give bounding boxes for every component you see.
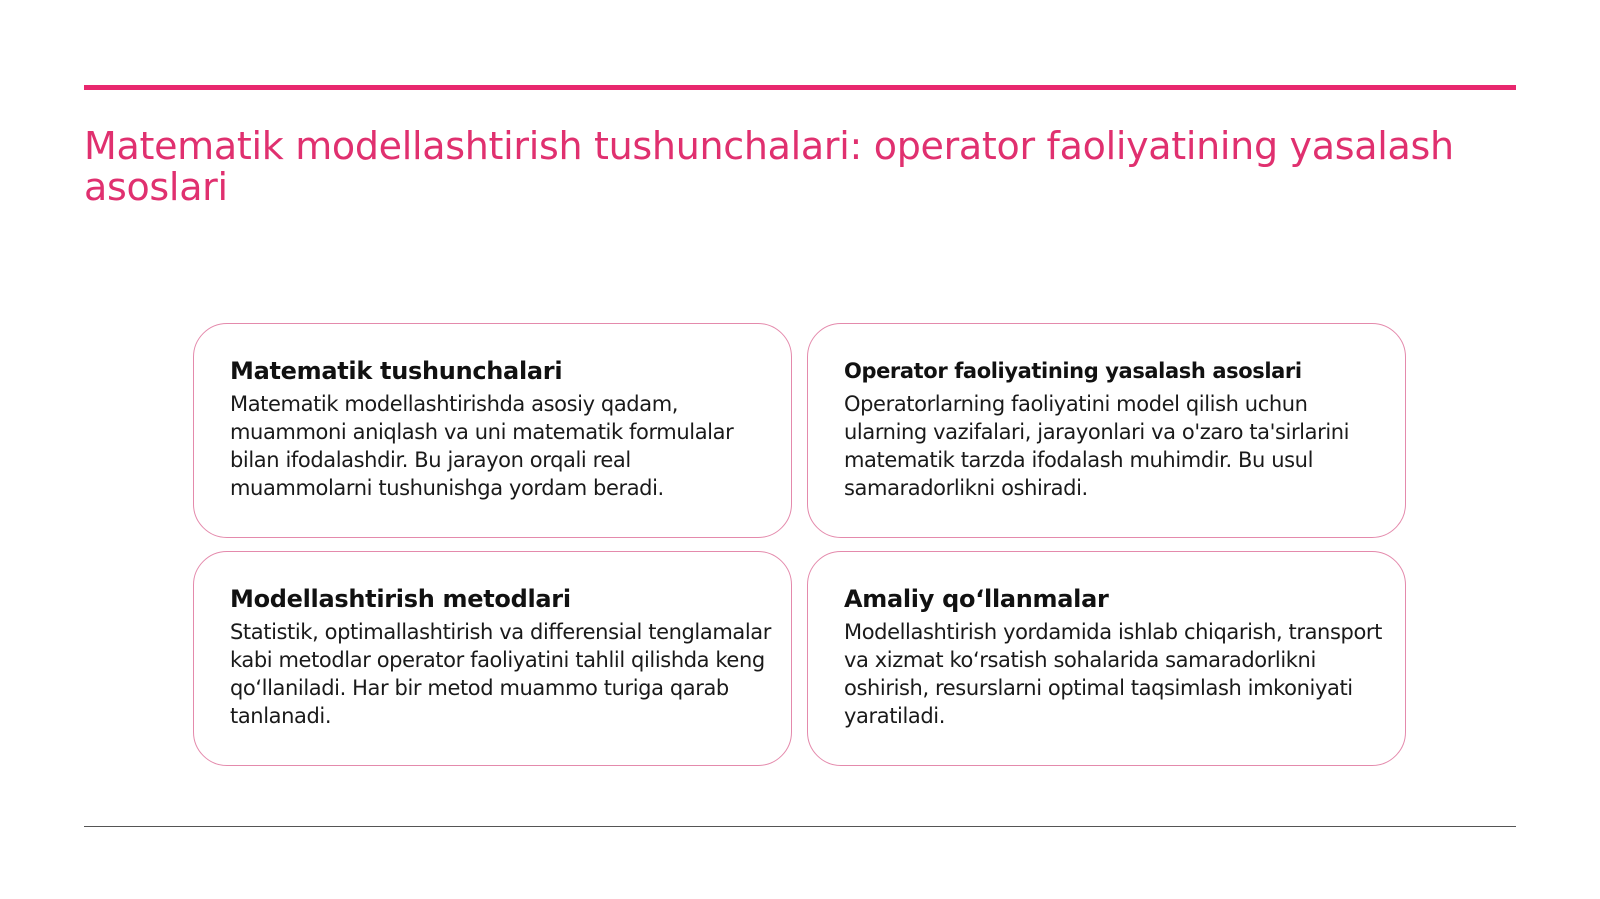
card-body: Statistik, optimallashtirish va differensial tenglamalar kabi metodlar operator faoliyatini tahlil qilishda keng qo‘llaniladi. Har bir metod muammo turiga qarab tanlanadi.	[230, 620, 772, 728]
card-operator-modeling-basics	[807, 323, 1406, 538]
card-mathematical-concepts	[193, 323, 792, 538]
card-body: Modellashtirish yordamida ishlab chiqarish, transport va xizmat ko‘rsatish sohalarida samaradorlikni oshirish, resurslarni optimal taqsimlash imkoniyati yaratiladi.	[844, 620, 1382, 728]
card-grid	[193, 323, 1406, 766]
card-practical-applications	[807, 551, 1406, 766]
card-title: Matematik tushunchalari	[230, 357, 563, 385]
top-accent-rule	[84, 85, 1516, 90]
card-body: Matematik modellashtirishda asosiy qadam, muammoni aniqlash va uni matematik formulalar bilan ifodalashdir. Bu jarayon orqali real muammolarni tushunishga yordam beradi.	[230, 392, 734, 500]
slide-title: Matematik modellashtirish tushunchalari: operator faoliyatining yasalash asoslari	[84, 124, 1454, 209]
card-title: Amaliy qo‘llanmalar	[844, 585, 1109, 613]
card-title: Operator faoliyatining yasalash asoslari	[844, 359, 1302, 383]
card-body: Operatorlarning faoliyatini model qilish uchun ularning vazifalari, jarayonlari va o'zaro ta'sirlarini matematik tarzda ifodalash muhimdir. Bu usul samaradorlikni oshiradi.	[844, 392, 1350, 500]
card-title: Modellashtirish metodlari	[230, 585, 571, 613]
bottom-rule	[84, 826, 1516, 827]
card-modeling-methods	[193, 551, 792, 766]
